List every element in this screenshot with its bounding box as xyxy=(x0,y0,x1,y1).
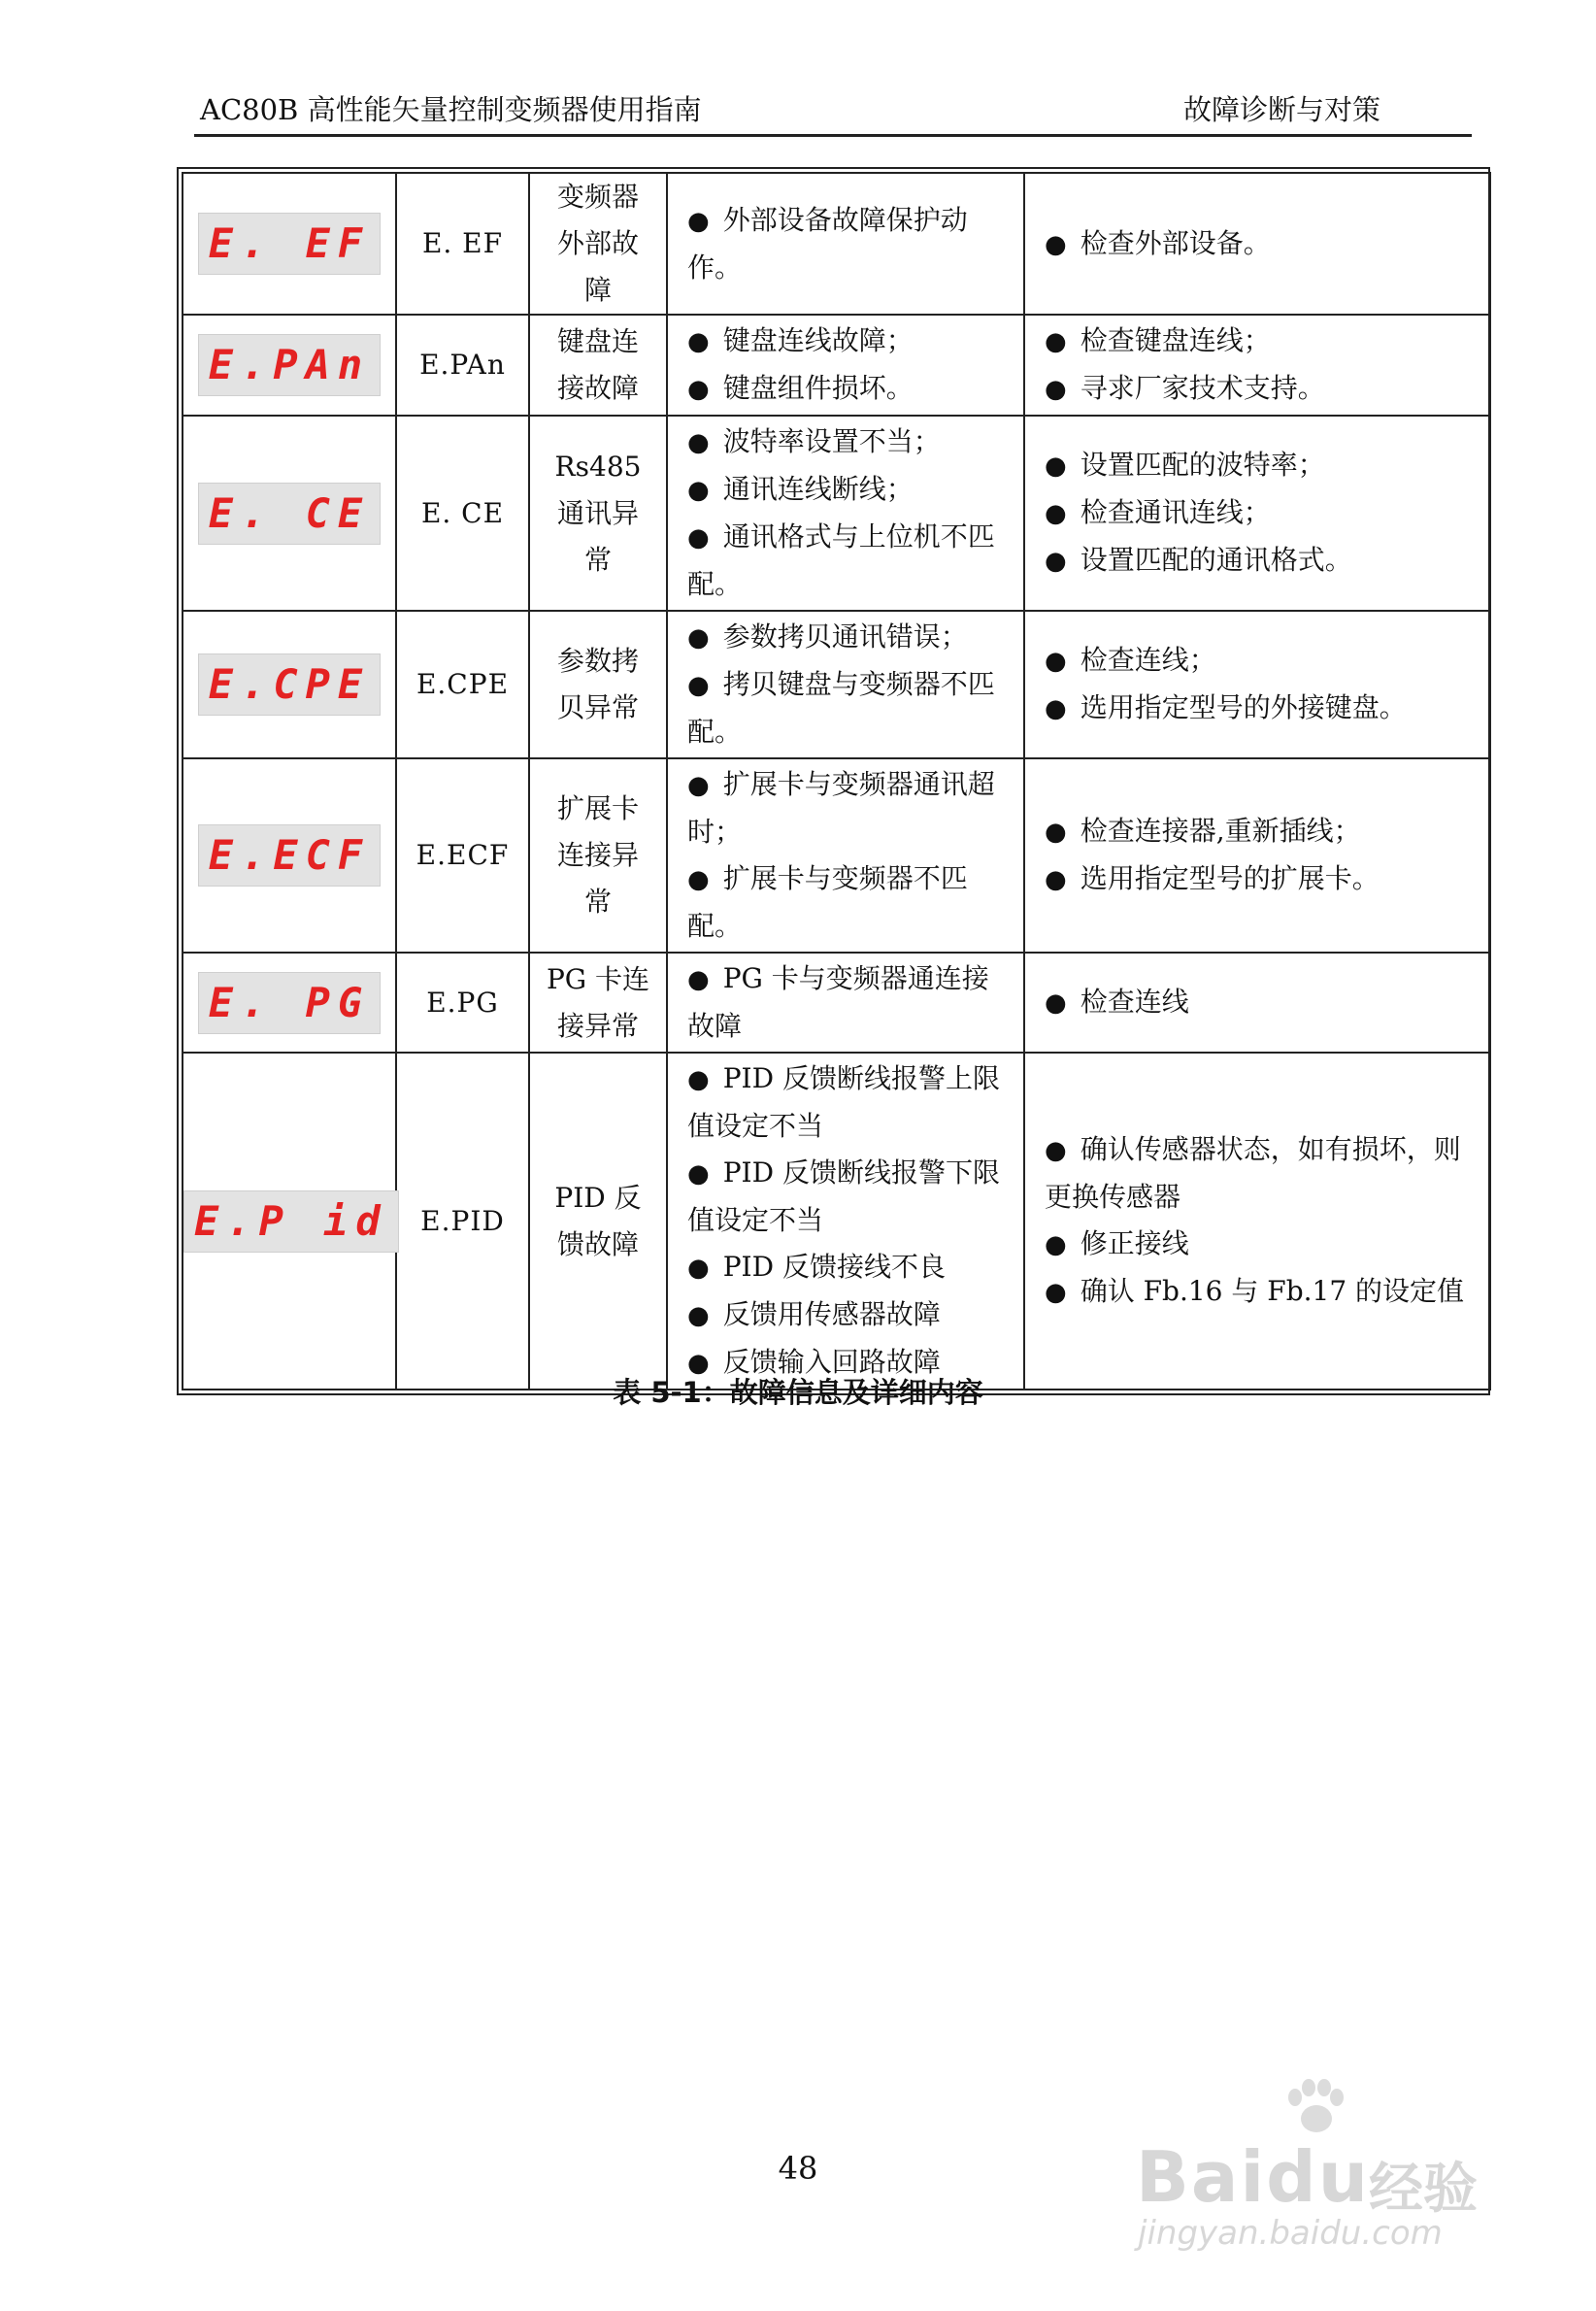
fault-causes xyxy=(667,1053,1024,1390)
list-item xyxy=(1045,979,1476,1026)
list-item-text: PID 反馈断线报警下限值设定不当 xyxy=(687,1156,1000,1236)
list-item-text: 反馈输入回路故障 xyxy=(722,1346,941,1378)
bullet-icon: ● xyxy=(687,865,710,894)
list-item xyxy=(1045,489,1476,537)
bullet-icon: ● xyxy=(687,1254,710,1283)
bullet-icon: ● xyxy=(1045,1230,1067,1259)
led-display-cell xyxy=(183,611,396,758)
table-row xyxy=(183,315,1490,416)
led-display-cell xyxy=(183,758,396,953)
baidu-watermark xyxy=(1136,2078,1505,2253)
list-item xyxy=(687,466,1010,514)
watermark-brand-cn: 经验 xyxy=(1369,2158,1478,2221)
list-item-text: PID 反馈断线报警上限值设定不当 xyxy=(687,1062,1000,1142)
bullet-icon: ● xyxy=(1045,818,1067,847)
list-item xyxy=(1045,365,1476,413)
list-item-text: 参数拷贝通讯错误； xyxy=(722,620,968,653)
fault-code: E.PAn xyxy=(396,315,529,416)
fault-name: 键盘连 接故障 xyxy=(529,315,667,416)
list-item xyxy=(1045,808,1476,855)
list-item xyxy=(1045,1126,1476,1221)
list-item xyxy=(687,855,1010,950)
fault-fixes xyxy=(1024,953,1490,1053)
bullet-icon: ● xyxy=(1045,375,1067,404)
list-item-text: 检查连接器,重新插线； xyxy=(1080,815,1361,847)
list-item xyxy=(687,1150,1010,1244)
bullet-icon: ● xyxy=(687,965,710,994)
table-row xyxy=(183,611,1490,758)
led-display-cell xyxy=(183,1053,396,1390)
list-item-text: 确认传感器状态，如有损坏，则更换传感器 xyxy=(1045,1133,1461,1213)
list-item-text: 检查通讯连线； xyxy=(1080,496,1271,528)
bullet-icon: ● xyxy=(687,327,710,356)
fault-code: E. EF xyxy=(396,173,529,315)
list-item-text: 选用指定型号的外接键盘。 xyxy=(1080,691,1407,723)
list-item xyxy=(687,197,1010,291)
led-display: E.CPE xyxy=(198,653,381,716)
page-number: 48 xyxy=(778,2150,818,2187)
fault-causes xyxy=(667,758,1024,953)
list-item-text: 检查连线； xyxy=(1080,644,1216,676)
bullet-icon: ● xyxy=(1045,452,1067,481)
fault-code: E.ECF xyxy=(396,758,529,953)
list-item-text: 拷贝键盘与变频器不匹配。 xyxy=(687,668,995,748)
bullet-icon: ● xyxy=(1045,547,1067,576)
section-title: 故障诊断与对策 xyxy=(1182,93,1380,126)
bullet-icon: ● xyxy=(687,1301,710,1330)
list-item-text: 扩展卡与变频器通讯超时； xyxy=(687,768,995,848)
fault-table-frame xyxy=(177,167,1490,1395)
bullet-icon: ● xyxy=(1045,1136,1067,1165)
fault-code: E.CPE xyxy=(396,611,529,758)
list-item-text: 通讯格式与上位机不匹配。 xyxy=(687,520,995,600)
table-row xyxy=(183,416,1490,611)
list-item-text: 检查外部设备。 xyxy=(1080,226,1271,259)
list-item-text: 选用指定型号的扩展卡。 xyxy=(1080,862,1380,894)
list-item xyxy=(1045,1268,1476,1316)
list-item xyxy=(687,419,1010,466)
list-item xyxy=(1045,442,1476,489)
led-display: E. CE xyxy=(198,483,381,545)
list-item xyxy=(687,1055,1010,1150)
bullet-icon: ● xyxy=(1045,865,1067,894)
fault-causes xyxy=(667,315,1024,416)
document-title: AC80B 高性能矢量控制变频器使用指南 xyxy=(200,93,702,126)
fault-name: 扩展卡 连接异 常 xyxy=(529,758,667,953)
page-header xyxy=(194,85,1472,137)
fault-table xyxy=(182,172,1491,1390)
list-item xyxy=(687,318,1010,365)
bullet-icon: ● xyxy=(687,476,710,505)
led-display: E.P id xyxy=(183,1190,399,1253)
led-display: E. EF xyxy=(198,213,381,275)
led-display: E. PG xyxy=(198,972,381,1034)
list-item xyxy=(1045,537,1476,585)
list-item xyxy=(1045,855,1476,903)
list-item xyxy=(687,1244,1010,1291)
list-item-text: PID 反馈接线不良 xyxy=(722,1251,946,1283)
paw-icon xyxy=(1281,2078,1349,2136)
list-item-text: 寻求厂家技术支持。 xyxy=(1080,372,1325,404)
list-item-text: 扩展卡与变频器不匹配。 xyxy=(687,862,968,942)
led-display: E.ECF xyxy=(198,824,381,887)
table-row xyxy=(183,1053,1490,1390)
bullet-icon: ● xyxy=(687,1065,710,1094)
led-display-cell xyxy=(183,416,396,611)
fault-name: Rs485 通讯异 常 xyxy=(529,416,667,611)
fault-fixes xyxy=(1024,1053,1490,1390)
list-item-text: 修正接线 xyxy=(1080,1227,1189,1259)
fault-name: 变频器 外部故 障 xyxy=(529,173,667,315)
fault-code: E.PID xyxy=(396,1053,529,1390)
fault-causes xyxy=(667,611,1024,758)
bullet-icon: ● xyxy=(1045,1278,1067,1307)
bullet-icon: ● xyxy=(687,428,710,457)
list-item xyxy=(1045,685,1476,732)
bullet-icon: ● xyxy=(1045,988,1067,1018)
fault-causes xyxy=(667,416,1024,611)
list-item-text: 通讯连线断线； xyxy=(722,473,914,505)
list-item xyxy=(687,955,1010,1050)
table-row xyxy=(183,173,1490,315)
list-item xyxy=(687,514,1010,608)
list-item xyxy=(687,761,1010,855)
fault-fixes xyxy=(1024,416,1490,611)
list-item-text: 设置匹配的通讯格式。 xyxy=(1080,544,1352,576)
list-item xyxy=(687,614,1010,661)
bullet-icon: ● xyxy=(687,623,710,653)
fault-fixes xyxy=(1024,758,1490,953)
fault-fixes xyxy=(1024,173,1490,315)
list-item-text: 反馈用传感器故障 xyxy=(722,1298,941,1330)
fault-name: 参数拷 贝异常 xyxy=(529,611,667,758)
bullet-icon: ● xyxy=(1045,694,1067,723)
list-item-text: 确认 Fb.16 与 Fb.17 的设定值 xyxy=(1080,1275,1465,1307)
bullet-icon: ● xyxy=(1045,647,1067,676)
list-item-text: PG 卡与变频器通连接故障 xyxy=(687,962,989,1042)
fault-causes xyxy=(667,953,1024,1053)
fault-name: PID 反 馈故障 xyxy=(529,1053,667,1390)
bullet-icon: ● xyxy=(1045,229,1067,259)
bullet-icon: ● xyxy=(687,523,710,553)
bullet-icon: ● xyxy=(687,771,710,800)
list-item-text: 检查键盘连线； xyxy=(1080,324,1271,356)
fault-code: E.PG xyxy=(396,953,529,1053)
bullet-icon: ● xyxy=(687,671,710,700)
fault-causes xyxy=(667,173,1024,315)
list-item xyxy=(1045,637,1476,685)
watermark-url: jingyan.baidu.com xyxy=(1138,2214,1443,2253)
led-display-cell xyxy=(183,173,396,315)
bullet-icon: ● xyxy=(687,206,710,236)
list-item-text: 设置匹配的波特率； xyxy=(1080,449,1325,481)
bullet-icon: ● xyxy=(687,1159,710,1189)
fault-name: PG 卡连 接异常 xyxy=(529,953,667,1053)
list-item xyxy=(687,1291,1010,1339)
bullet-icon: ● xyxy=(1045,327,1067,356)
table-row xyxy=(183,758,1490,953)
led-display-cell xyxy=(183,315,396,416)
fault-code: E. CE xyxy=(396,416,529,611)
list-item xyxy=(687,661,1010,755)
bullet-icon: ● xyxy=(687,1349,710,1378)
led-display-cell xyxy=(183,953,396,1053)
list-item xyxy=(1045,318,1476,365)
fault-fixes xyxy=(1024,611,1490,758)
list-item xyxy=(687,365,1010,413)
list-item-text: 检查连线 xyxy=(1080,986,1189,1018)
led-display: E.PAn xyxy=(198,334,381,396)
list-item-text: 波特率设置不当； xyxy=(722,425,941,457)
list-item-text: 键盘连线故障； xyxy=(722,324,914,356)
list-item-text: 键盘组件损坏。 xyxy=(722,372,914,404)
list-item xyxy=(1045,220,1476,268)
table-row xyxy=(183,953,1490,1053)
watermark-brand: Baidu xyxy=(1136,2136,1370,2218)
list-item-text: 外部设备故障保护动作。 xyxy=(687,203,968,284)
bullet-icon: ● xyxy=(687,375,710,404)
fault-fixes xyxy=(1024,315,1490,416)
table-caption: 表 5-1：故障信息及详细内容 xyxy=(613,1376,983,1409)
bullet-icon: ● xyxy=(1045,499,1067,528)
list-item xyxy=(1045,1221,1476,1268)
